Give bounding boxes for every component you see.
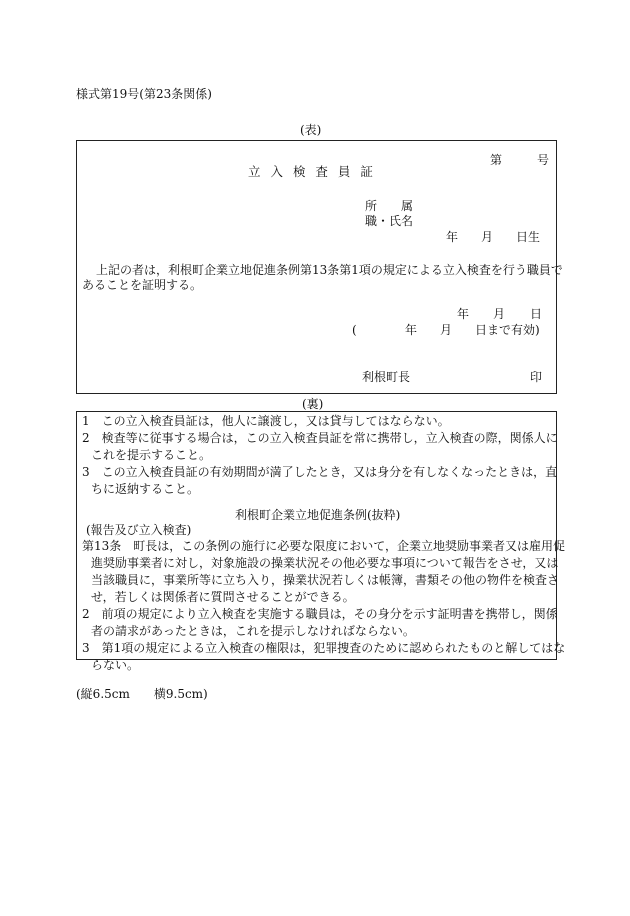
note-2-line-2: これを提示すること。 [91,448,212,462]
date-year: 年 [457,307,470,321]
front-caption: (表) [300,123,322,137]
article-text [82,538,565,674]
valid-year: 年 [405,323,418,337]
excerpt-title: 利根町企業立地促進条例(抜粋) [235,508,401,522]
number-label: 第 [490,153,503,167]
size-note: (縦6.5cm 横9.5cm) [76,687,208,701]
back-caption: (裏) [302,397,324,411]
article-line-2: 進奨励事業者に対し，対象施設の操業状況その他必要な事項について報告をさせ，又は [91,556,559,570]
seal-mark: 印 [530,370,543,384]
paragraph-2-line-1: 2 前項の規定により立入検査を実施する職員は，その身分を示す証明書を携帯し，関係 [82,607,558,621]
date-day: 日 [530,307,543,321]
birth-year: 年 [446,230,459,244]
name-label: 職・氏名 [365,214,414,228]
affiliation-label: 所 属 [365,199,414,213]
note-2-line-1: 2 検査等に従事する場合は，この立入検査員証を常に携帯し，立入検査の際，関係人に [82,431,558,445]
paragraph-3-line-2: らない。 [91,658,140,672]
form-id: 様式第19号(第23条関係) [76,87,212,101]
article-caption: (報告及び立入検査) [86,523,192,537]
issuer: 利根町長 [362,370,411,384]
birth-month: 月 [481,230,494,244]
note-3-line-2: ちに返納すること。 [91,482,200,496]
date-month: 月 [493,307,506,321]
valid-month: 月 [440,323,453,337]
article-line-1: 第13条 町長は，この条例の施行に必要な限度において，企業立地奨励事業者又は雇用促 [82,539,566,553]
valid-until: 日まで有効) [475,323,540,337]
card-title: 立 入 検 査 員 証 [248,164,376,179]
birth-day: 日生 [516,230,541,244]
valid-open: ( [352,323,357,337]
paragraph-3-line-1: 3 第1項の規定による立入検査の権限は，犯罪捜査のために認められたものと解してはな [82,641,566,655]
note-3-line-1: 3 この立入検査員証の有効期間が満了したとき，又は身分を有しなくなったときは，直 [82,465,558,479]
body-line-2: あることを証明する。 [82,278,203,292]
number-suffix: 号 [537,153,550,167]
back-notes [82,413,558,498]
body-line-1: 上記の者は，利根町企業立地促進条例第13条第1項の規定による立入検査を行う職員で [96,263,563,277]
paragraph-2-line-2: 者の請求があったときは，これを提示しなければならない。 [91,624,415,638]
article-line-4: せ，若しくは関係者に質問させることができる。 [91,590,355,604]
article-line-3: 当該職員に，事業所等に立ち入り，操業状況若しくは帳簿，書類その他の物件を検査さ [91,573,560,587]
note-1: 1 この立入検査員証は，他人に譲渡し，又は貸与してはならない。 [82,414,450,428]
